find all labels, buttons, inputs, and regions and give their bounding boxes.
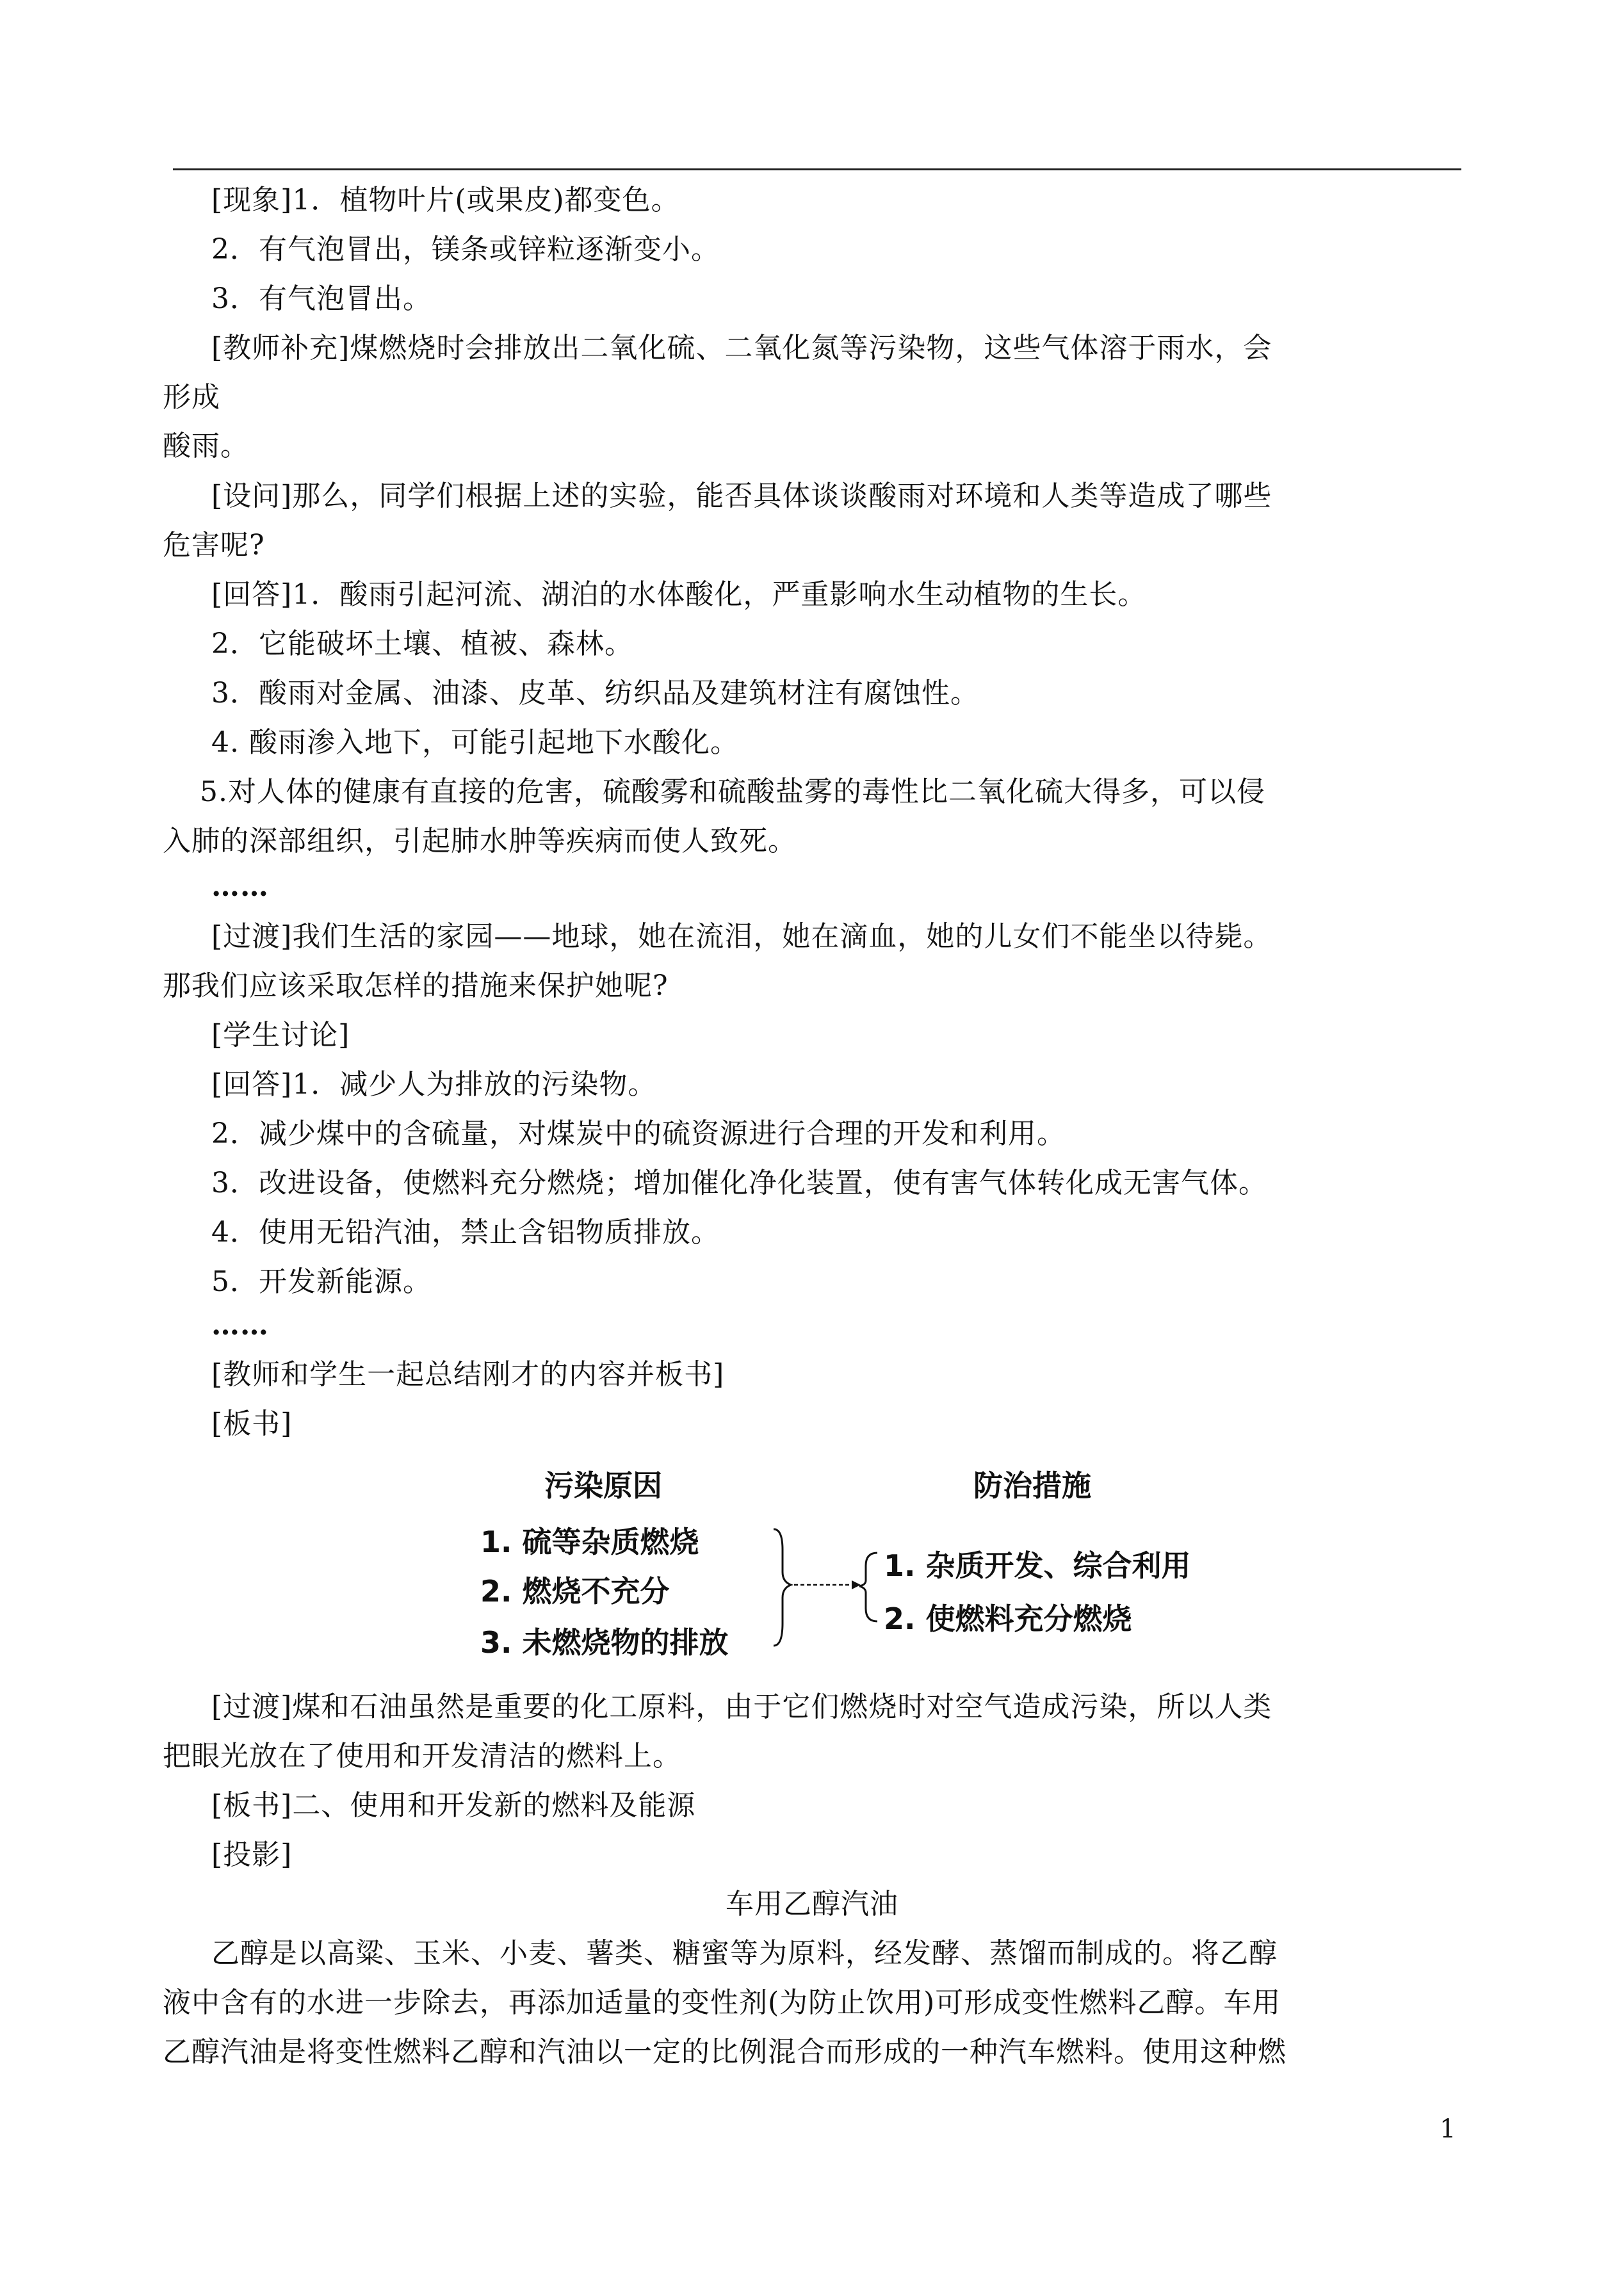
measure-header: 防治措施 bbox=[973, 1468, 1091, 1503]
text-line: [学生讨论] bbox=[211, 1019, 350, 1051]
board-diagram bbox=[467, 1460, 1236, 1671]
ellipsis: …… bbox=[211, 1309, 269, 1342]
text-line: [过渡]煤和石油虽然是重要的化工原料，由于它们燃烧时对空气造成污染，所以人类 bbox=[211, 1691, 1272, 1723]
text-line: [过渡]我们生活的家园——地球，她在流泪，她在滴血，她的儿女们不能坐以待毙。 bbox=[211, 920, 1272, 953]
text-line: 那我们应该采取怎样的措施来保护她呢? bbox=[163, 969, 669, 1002]
text-line: 2．有气泡冒出，镁条或锌粒逐渐变小。 bbox=[211, 233, 720, 266]
text-line: [板书] bbox=[211, 1407, 293, 1440]
text-line: 液中含有的水进一步除去，再添加适量的变性剂(为防止饮用)可形成变性燃料乙醇。车用 bbox=[163, 1986, 1281, 2019]
text-line: [教师补充]煤燃烧时会排放出二氧化硫、二氧化氮等污染物，这些气体溶于雨水，会 bbox=[211, 332, 1272, 364]
text-line: [设问]那么，同学们根据上述的实验，能否具体谈谈酸雨对环境和人类等造成了哪些 bbox=[211, 480, 1272, 512]
text-line: 2．减少煤中的含硫量，对煤炭中的硫资源进行合理的开发和利用。 bbox=[211, 1117, 1066, 1150]
text-line: 4．使用无铅汽油，禁止含铝物质排放。 bbox=[211, 1216, 720, 1249]
header-rule bbox=[173, 168, 1461, 170]
text-line: 2．它能破坏土壤、植被、森林。 bbox=[211, 628, 633, 660]
text-line: [板书]二、使用和开发新的燃料及能源 bbox=[211, 1789, 696, 1822]
ellipsis: …… bbox=[211, 870, 269, 903]
text-line: 危害呢? bbox=[163, 529, 265, 562]
cause-header: 污染原因 bbox=[544, 1468, 662, 1503]
text-line: [回答]1．酸雨引起河流、湖泊的水体酸化，严重影响水生动植物的生长。 bbox=[211, 578, 1147, 611]
cause-item: 1. 硫等杂质燃烧 bbox=[480, 1525, 699, 1559]
text-line: 3．酸雨对金属、油漆、皮革、纺织品及建筑材注有腐蚀性。 bbox=[211, 677, 979, 710]
text-line: [回答]1．减少人为排放的污染物。 bbox=[211, 1068, 657, 1101]
text-line: [投影] bbox=[211, 1838, 293, 1871]
text-line: 5.对人体的健康有直接的危害，硫酸雾和硫酸盐雾的毒性比二氧化硫大得多，可以侵 bbox=[200, 775, 1265, 808]
page-number: 1 bbox=[1440, 2114, 1456, 2144]
measure-item: 1. 杂质开发、综合利用 bbox=[884, 1548, 1191, 1583]
cause-item: 3. 未燃烧物的排放 bbox=[480, 1625, 729, 1660]
text-line: 入肺的深部组织，引起肺水肿等疾病而使人致死。 bbox=[163, 825, 797, 857]
measure-item: 2. 使燃料充分燃烧 bbox=[884, 1602, 1132, 1636]
section-title: 车用乙醇汽油 bbox=[726, 1888, 898, 1920]
text-line: 4. 酸雨渗入地下，可能引起地下水酸化。 bbox=[211, 726, 739, 759]
text-line: 乙醇是以高粱、玉米、小麦、薯类、糖蜜等为原料，经发酵、蒸馏而制成的。将乙醇 bbox=[211, 1937, 1278, 1970]
text-line: 3．改进设备，使燃料充分燃烧；增加催化净化装置，使有害气体转化成无害气体。 bbox=[211, 1167, 1267, 1199]
text-line: 乙醇汽油是将变性燃料乙醇和汽油以一定的比例混合而形成的一种汽车燃料。使用这种燃 bbox=[163, 2036, 1287, 2068]
text-line: [教师和学生一起总结刚才的内容并板书] bbox=[211, 1358, 725, 1391]
text-line: [现象]1．植物叶片(或果皮)都变色。 bbox=[211, 184, 680, 216]
text-line: 酸雨。 bbox=[163, 430, 249, 462]
text-line: 把眼光放在了使用和开发清洁的燃料上。 bbox=[163, 1740, 681, 1772]
text-line: 形成 bbox=[163, 381, 220, 414]
text-line: 3．有气泡冒出。 bbox=[211, 282, 432, 315]
cause-item: 2. 燃烧不充分 bbox=[480, 1574, 670, 1609]
text-line: 5．开发新能源。 bbox=[211, 1265, 432, 1298]
